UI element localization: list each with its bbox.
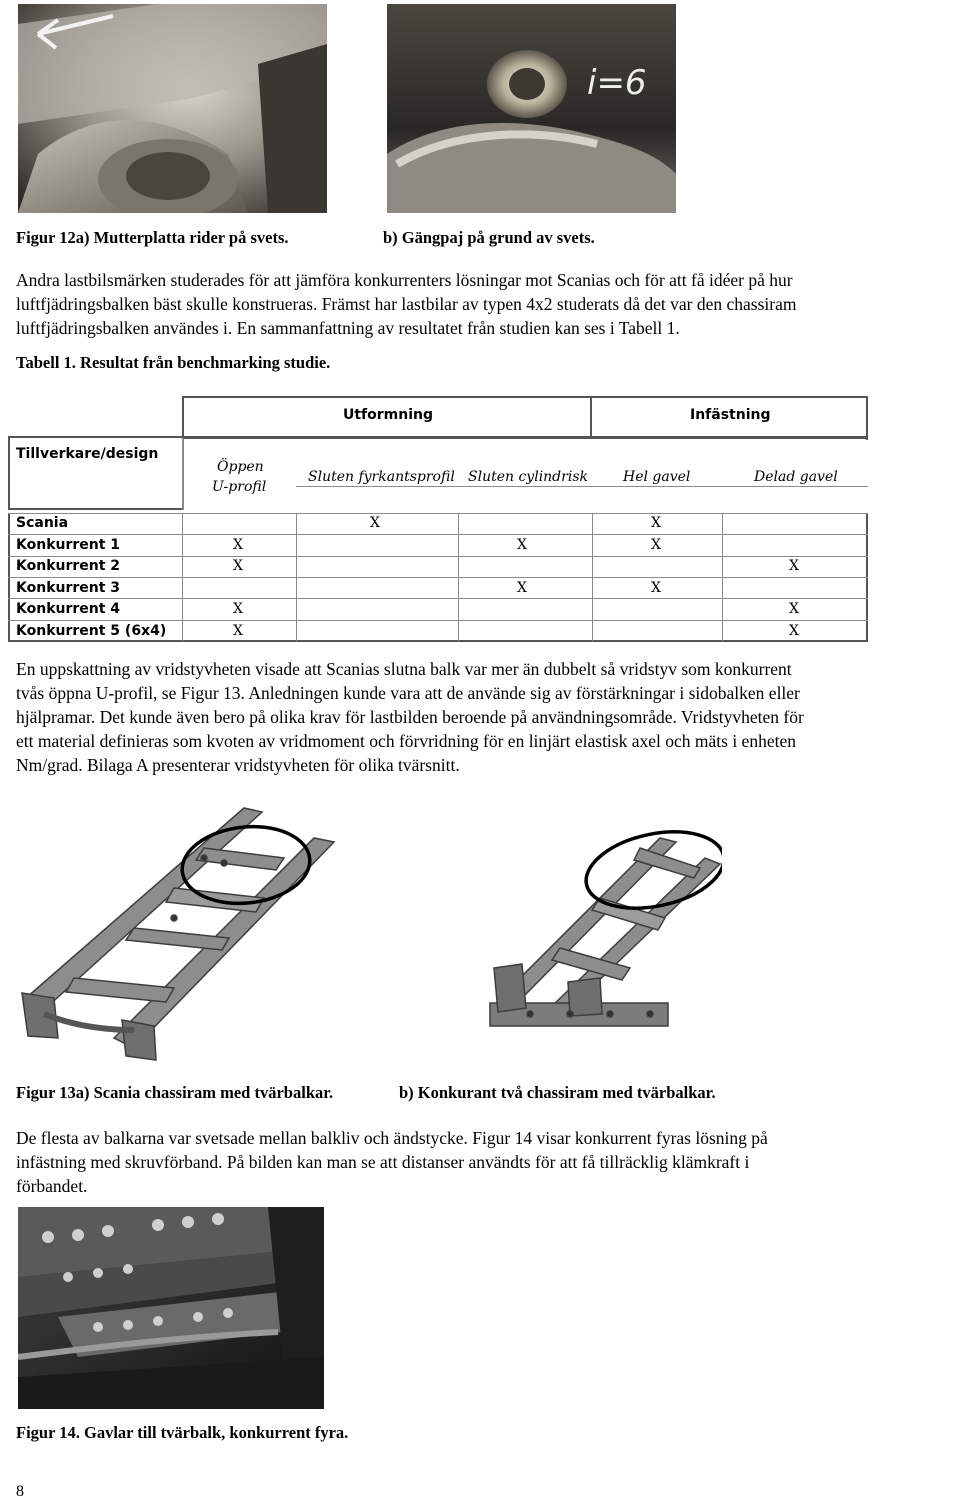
paragraph-torsional-stiffness bbox=[16, 657, 956, 777]
table-cell: X bbox=[233, 623, 243, 639]
group-header-utformning: Utformning bbox=[343, 407, 434, 423]
paragraph-welding-bolts bbox=[16, 1126, 956, 1198]
table-cell: X bbox=[789, 601, 799, 617]
text-line: ett material definieras som kvoten av vridmoment och förvridning för en linjärt elastisk axel och mäts i enheten bbox=[16, 731, 796, 751]
col-header-oppen-line2: U-profil bbox=[212, 479, 267, 495]
text-line: tvås öppna U-profil, se Figur 13. Anledningen kunde vara att de använde sig av förstärkningar i sidobalken eller bbox=[16, 683, 800, 703]
table-row-label: Konkurrent 3 bbox=[16, 580, 121, 596]
col-header-oppen-line1: Öppen bbox=[217, 459, 264, 475]
figure13b-chassis-drawing bbox=[450, 818, 722, 1048]
table-cell: X bbox=[651, 580, 661, 596]
text-line: luftfjädringsbalken bäst skulle konstrueras. Främst har lastbilar av typen 4x2 studerats då det var den chassiram bbox=[16, 294, 797, 314]
figure12a-caption: Figur 12a) Mutterplatta rider på svets. bbox=[16, 228, 289, 247]
col-header-sluten-fyrkant: Sluten fyrkantsprofil bbox=[308, 469, 455, 485]
text-line: Nm/grad. Bilaga A presenterar vridstyvheten för olika tvärsnitt. bbox=[16, 755, 460, 775]
col-header-delad-gavel: Delad gavel bbox=[754, 469, 838, 485]
table-cell: X bbox=[789, 623, 799, 639]
table-row-label: Konkurrent 2 bbox=[16, 558, 121, 574]
table-cell: X bbox=[789, 558, 799, 574]
figure13a-caption: Figur 13a) Scania chassiram med tvärbalkar. bbox=[16, 1083, 334, 1102]
col-header-hel-gavel: Hel gavel bbox=[623, 469, 691, 485]
text-line: hjälpramar. Det kunde även bero på olika krav för lastbilden beroende på användningsområde. Vridstyvheten för bbox=[16, 707, 804, 727]
table-row-label: Konkurrent 4 bbox=[16, 601, 121, 617]
table-row-label: Scania bbox=[16, 515, 69, 531]
table-row-label: Konkurrent 5 (6x4) bbox=[16, 623, 167, 639]
text-line: förbandet. bbox=[16, 1176, 88, 1196]
table-cell: X bbox=[517, 580, 527, 596]
row-header-label: Tillverkare/design bbox=[16, 446, 159, 462]
figure13a-chassis-drawing bbox=[14, 798, 390, 1066]
group-header-infastning: Infästning bbox=[690, 407, 771, 423]
table-cell: X bbox=[517, 537, 527, 553]
text-line: En uppskattning av vridstyvheten visade att Scanias slutna balk var mer än dubbelt så vridstyv som konkurrent bbox=[16, 659, 792, 679]
text-line: Andra lastbilsmärken studerades för att jämföra konkurrenters lösningar mot Scanias och för att få idéer på hur bbox=[16, 270, 793, 290]
text-line: De flesta av balkarna var svetsade mellan balkliv och ändstycke. Figur 14 visar konkurrent fyras lösning på bbox=[16, 1128, 768, 1148]
benchmark-table bbox=[0, 0, 960, 700]
figure14-photo bbox=[18, 1207, 324, 1409]
chalk-annotation: i=6 bbox=[587, 63, 647, 103]
table-cell: X bbox=[651, 515, 661, 531]
page-number: 8 bbox=[16, 1483, 24, 1500]
table-cell: X bbox=[370, 515, 380, 531]
table-cell: X bbox=[233, 601, 243, 617]
text-line: luftfjädringsbalken användes i. En sammanfattning av resultatet från studien kan ses i Tabell 1. bbox=[16, 318, 680, 338]
figure14-caption: Figur 14. Gavlar till tvärbalk, konkurrent fyra. bbox=[16, 1423, 349, 1442]
table-cell: X bbox=[233, 537, 243, 553]
col-header-sluten-cylindrisk: Sluten cylindrisk bbox=[468, 469, 588, 485]
figure13b-caption: b) Konkurant två chassiram med tvärbalkar. bbox=[399, 1083, 716, 1102]
table-cell: X bbox=[233, 558, 243, 574]
figure12b-caption: b) Gängpaj på grund av svets. bbox=[383, 228, 595, 247]
table-row-label: Konkurrent 1 bbox=[16, 537, 121, 553]
text-line: infästning med skruvförband. På bilden kan man se att distanser användts för att få tillräcklig klämkraft i bbox=[16, 1152, 750, 1172]
table1-caption: Tabell 1. Resultat från benchmarking studie. bbox=[16, 353, 331, 372]
table-cell: X bbox=[651, 537, 661, 553]
